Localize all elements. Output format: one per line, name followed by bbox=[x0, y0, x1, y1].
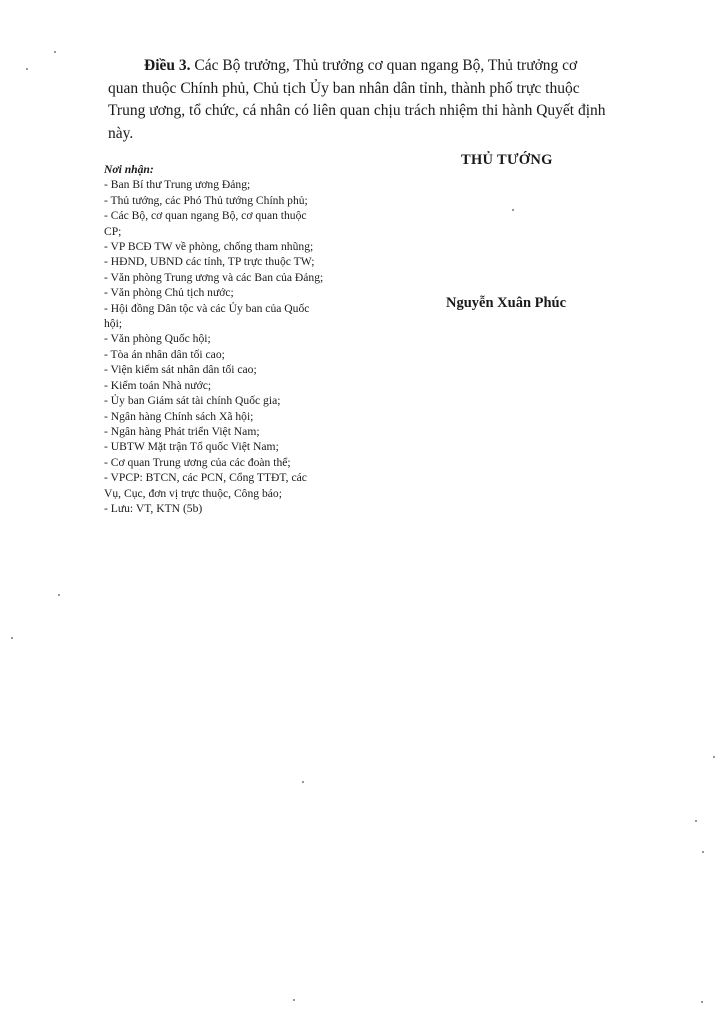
recipient-item: - Hội đồng Dân tộc và các Ủy ban của Quốc bbox=[104, 301, 310, 315]
recipient-item: - Ngân hàng Phát triển Việt Nam; bbox=[104, 424, 260, 438]
scan-speck bbox=[58, 594, 60, 596]
recipient-item: - Văn phòng Trung ương và các Ban của Đảng; bbox=[104, 270, 324, 284]
recipients-list bbox=[104, 162, 374, 516]
recipients-heading: Nơi nhận: bbox=[104, 163, 154, 176]
scan-speck bbox=[512, 209, 514, 211]
scan-speck bbox=[695, 820, 697, 822]
scan-speck bbox=[701, 1001, 703, 1003]
recipient-item: - Tòa án nhân dân tối cao; bbox=[104, 347, 225, 361]
scan-speck bbox=[713, 756, 715, 758]
scan-speck bbox=[26, 68, 28, 70]
recipient-item: CP; bbox=[104, 224, 122, 238]
recipient-item: - Lưu: VT, KTN (5b) bbox=[104, 501, 203, 515]
recipient-item: - VPCP: BTCN, các PCN, Cổng TTĐT, các bbox=[104, 471, 307, 485]
article-label: Điều 3. bbox=[144, 57, 191, 74]
recipient-item: - Ngân hàng Chính sách Xã hội; bbox=[104, 409, 254, 423]
recipient-item: - HĐND, UBND các tỉnh, TP trực thuộc TW; bbox=[104, 255, 315, 269]
recipient-item: - Các Bộ, cơ quan ngang Bộ, cơ quan thuộc bbox=[104, 209, 307, 223]
scan-speck bbox=[702, 851, 704, 853]
article-text: Các Bộ trưởng, Thủ trưởng cơ quan ngang Bộ, Thủ trưởng cơ bbox=[194, 57, 578, 74]
recipient-item: - VP BCĐ TW về phòng, chống tham nhũng; bbox=[104, 240, 314, 254]
recipient-item: - Kiểm toán Nhà nước; bbox=[104, 378, 212, 392]
recipient-item: - UBTW Mặt trận Tổ quốc Việt Nam; bbox=[104, 440, 279, 454]
recipient-item: - Ủy ban Giám sát tài chính Quốc gia; bbox=[104, 394, 281, 408]
recipient-item: - Văn phòng Quốc hội; bbox=[104, 332, 211, 346]
article-line: này. bbox=[108, 124, 134, 142]
article-line: quan thuộc Chính phủ, Chủ tịch Ủy ban nhân dân tỉnh, thành phố trực thuộc bbox=[108, 79, 580, 97]
scan-speck bbox=[11, 637, 13, 639]
article-line bbox=[108, 55, 656, 78]
recipient-item: - Thủ tướng, các Phó Thủ tướng Chính phủ; bbox=[104, 193, 308, 207]
article-3 bbox=[108, 55, 656, 145]
recipient-item: - Ban Bí thư Trung ương Đảng; bbox=[104, 178, 251, 192]
recipient-item: - Viện kiểm sát nhân dân tối cao; bbox=[104, 363, 257, 377]
recipient-item: - Văn phòng Chủ tịch nước; bbox=[104, 286, 234, 300]
article-line: Trung ương, tổ chức, cá nhân có liên quan chịu trách nhiệm thi hành Quyết định bbox=[108, 102, 606, 119]
scan-speck bbox=[293, 999, 295, 1001]
scan-speck bbox=[54, 51, 56, 53]
signer-name: Nguyễn Xuân Phúc bbox=[446, 295, 567, 311]
recipient-item: - Cơ quan Trung ương của các đoàn thể; bbox=[104, 455, 291, 469]
scan-speck bbox=[302, 781, 304, 783]
recipient-item: Vụ, Cục, đơn vị trực thuộc, Công báo; bbox=[104, 486, 282, 500]
recipient-item: hội; bbox=[104, 317, 123, 331]
signer-title: THỦ TƯỚNG bbox=[461, 152, 553, 168]
